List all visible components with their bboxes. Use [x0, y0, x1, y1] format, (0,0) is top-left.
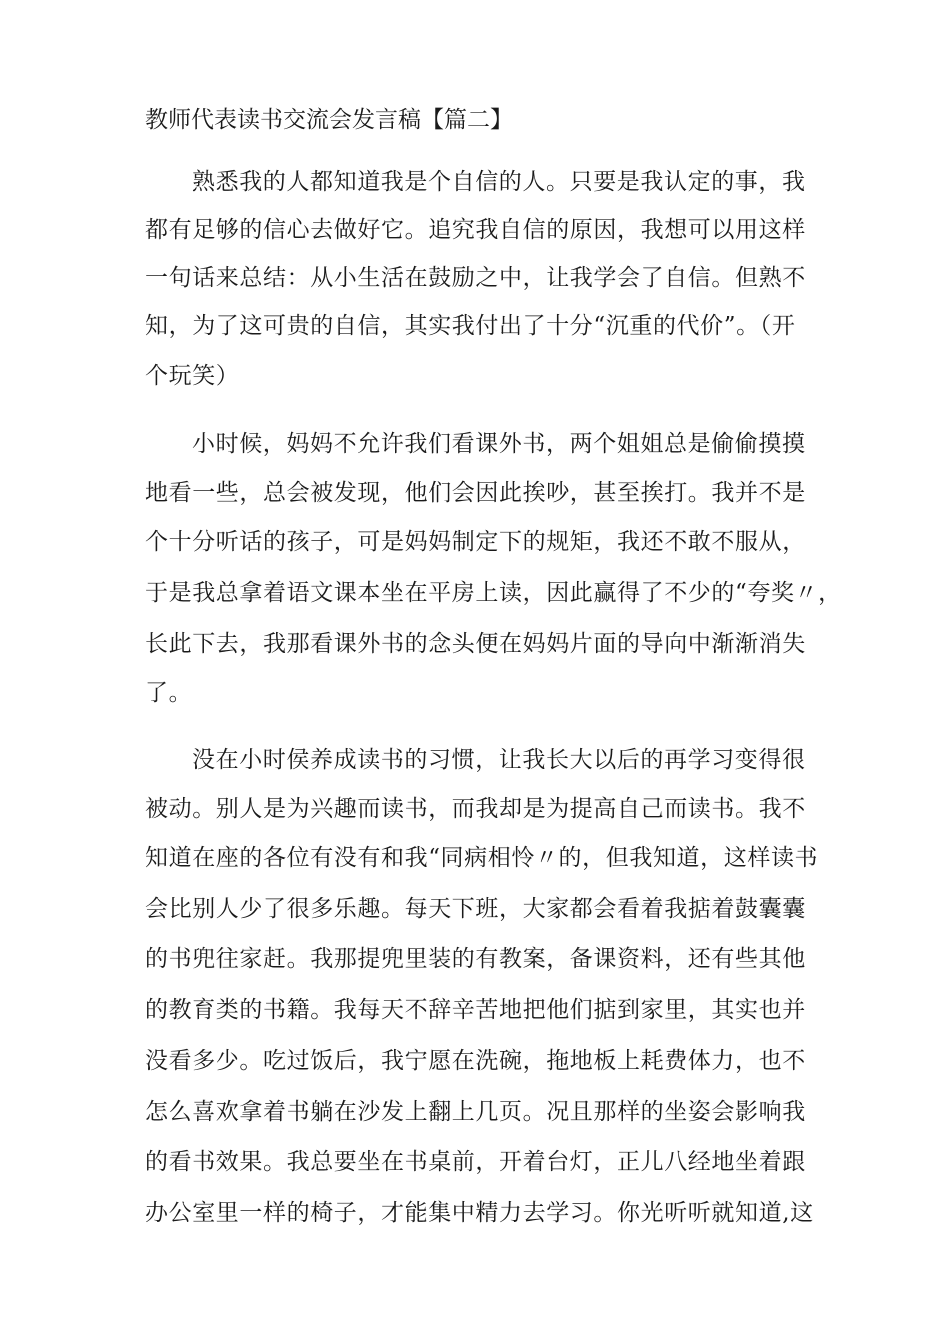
- text-line: 都有足够的信心去做好它。追究我自信的原因，我想可以用这样: [145, 217, 806, 243]
- text-line: 长此下去，我那看课外书的念头便在妈妈片面的导向中渐渐消失: [145, 631, 806, 657]
- text-line: 没在小时侯养成读书的习惯，让我长大以后的再学习变得很: [192, 747, 806, 773]
- text-line: 个玩笑）: [145, 363, 240, 389]
- text-line: 熟悉我的人都知道我是个自信的人。只要是我认定的事，我: [192, 169, 806, 195]
- text-line: 怎么喜欢拿着书躺在沙发上翻上几页。况且那样的坐姿会影响我: [145, 1099, 806, 1125]
- text-line: 的教育类的书籍。我每天不辞辛苦地把他们掂到家里，其实也并: [145, 997, 806, 1023]
- text-line: 知，为了这可贵的自信，其实我付出了十分“沉重的代价”。（开: [145, 313, 796, 339]
- document-title: 教师代表读书交流会发言稿【篇二】: [145, 107, 513, 133]
- text-line: 了。: [145, 680, 193, 706]
- text-line: 于是我总拿着语文课本坐在平房上读，因此赢得了不少的“夸奖〃，: [145, 580, 842, 606]
- text-line: 地看一些，总会被发现，他们会因此挨吵，甚至挨打。我并不是: [145, 480, 806, 506]
- text-line: 被动。别人是为兴趣而读书，而我却是为提高自己而读书。我不: [145, 796, 806, 822]
- text-line: 个十分听话的孩子，可是妈妈制定下的规矩，我还不敢不服从，: [145, 529, 806, 555]
- text-line: 的看书效果。我总要坐在书桌前，开着台灯，正儿八经地坐着跟: [145, 1149, 806, 1175]
- text-line: 会比别人少了很多乐趣。每天下班，大家都会看着我掂着鼓囊囊: [145, 896, 806, 922]
- text-line: 没看多少。吃过饭后，我宁愿在洗碗，拖地板上耗费体力，也不: [145, 1048, 806, 1074]
- text-line: 小时候，妈妈不允许我们看课外书，两个姐姐总是偷偷摸摸: [192, 431, 806, 457]
- text-line: 办公室里一样的椅子，才能集中精力去学习。你光听听就知道,这: [145, 1200, 814, 1226]
- text-line: 一句话来总结：从小生活在鼓励之中，让我学会了自信。但熟不: [145, 265, 806, 291]
- text-line: 知道在座的各位有没有和我“同病相怜〃的，但我知道，这样读书: [145, 845, 819, 871]
- text-line: 的书兜往家赶。我那提兜里装的有教案，备课资料，还有些其他: [145, 946, 806, 972]
